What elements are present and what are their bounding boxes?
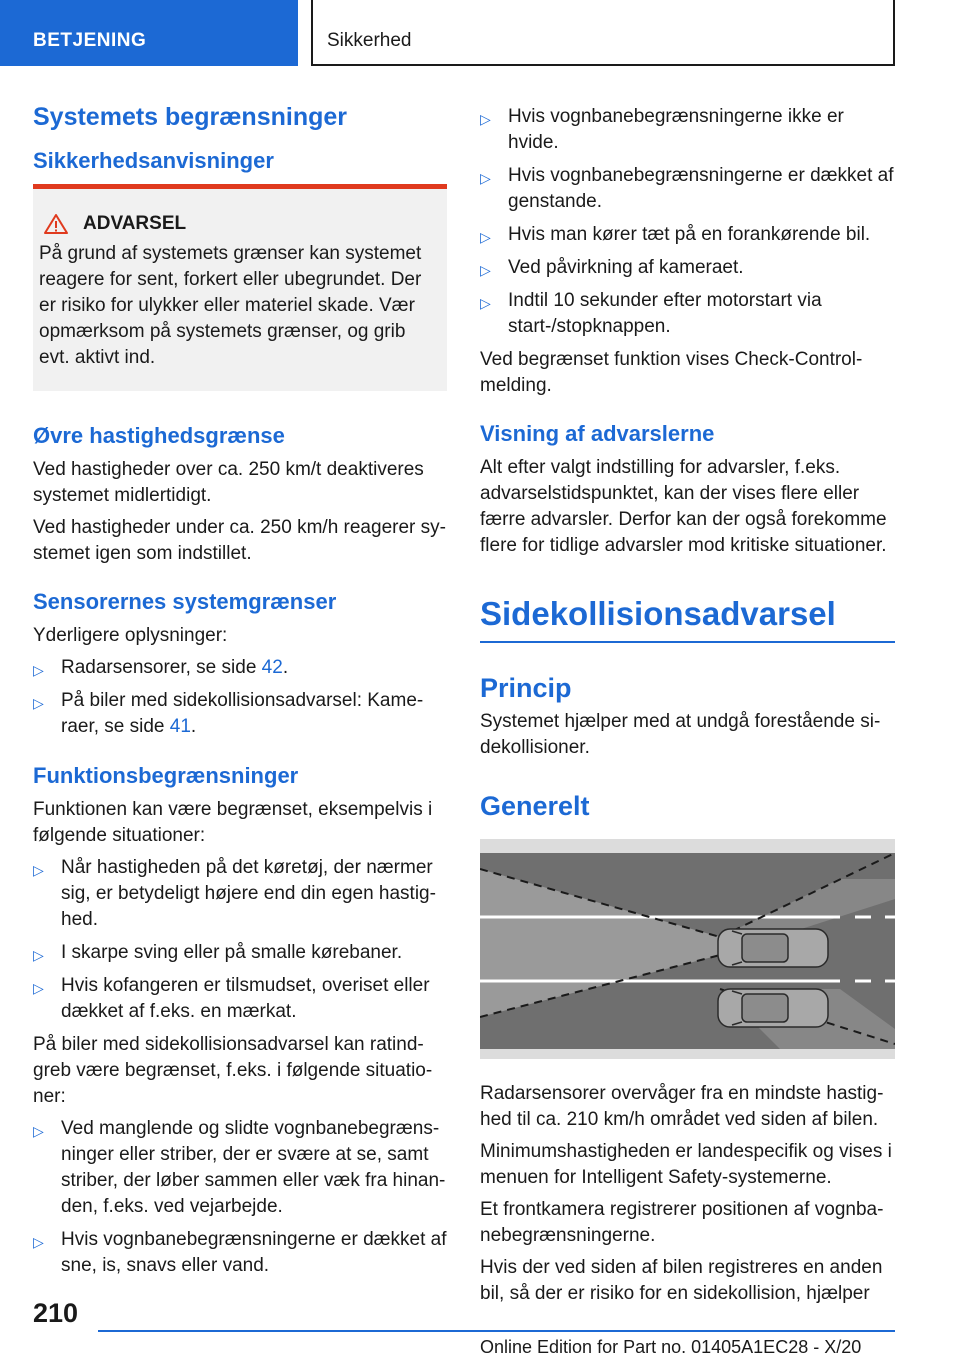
- triangle-bullet-icon: ▷: [480, 111, 491, 127]
- steering-list: [33, 1116, 447, 1279]
- list-item: ▷ Hvis kofangeren er tilsmudset, overiset eller dækket af f.eks. en mærkat.: [33, 975, 430, 1022]
- triangle-bullet-icon: ▷: [33, 947, 44, 963]
- general-paragraph-1: Radarsensorer overvåger fra en mindste hastighed til ca. 210 km/h området ved siden af bilen.: [480, 1083, 884, 1130]
- page-title: Systemets begrænsninger: [33, 103, 347, 131]
- section-heading-safety: Sikkerhedsanvisninger: [33, 148, 274, 173]
- warning-display-paragraph: Alt efter valgt indstilling for advarsler, f.eks. advarselstidspunktet, kan der vises flere eller færre advarsler. Derfor kan der også forekomme flere for tidlige advarsler mod kritiske situationer.: [480, 457, 887, 556]
- triangle-bullet-icon: ▷: [480, 262, 491, 278]
- footer-edition: Online Edition for Part no. 01405A1EC28 - X/20: [480, 1337, 862, 1357]
- page-link-41[interactable]: 41: [169, 716, 191, 737]
- list-item: ▷ Hvis vognbanebegrænsningerne er dækket af genstande.: [480, 165, 894, 212]
- speed-paragraph-2: Ved hastigheder under ca. 250 km/h reagerer systemet igen som indstillet.: [33, 517, 446, 564]
- list-item: ▷ Hvis man kører tæt på en forankørende bil.: [480, 222, 895, 248]
- triangle-bullet-icon: ▷: [33, 980, 44, 996]
- sensor-intro: Yderligere oplysninger:: [33, 625, 228, 646]
- header-subsection-tab: [311, 0, 895, 66]
- heading-general: Generelt: [480, 791, 590, 821]
- triangle-bullet-icon: ▷: [33, 695, 44, 711]
- warning-title: [39, 211, 433, 237]
- heading-speed-limit: Øvre hastighedsgrænse: [33, 423, 285, 448]
- triangle-bullet-icon: ▷: [33, 1123, 44, 1139]
- heading-warning-display: Visning af advarslerne: [480, 421, 715, 446]
- triangle-bullet-icon: ▷: [480, 295, 491, 311]
- triangle-bullet-icon: ▷: [480, 170, 491, 186]
- continued-list: [480, 104, 895, 340]
- general-paragraph-3: Et frontkamera registrerer positionen af vognbanebegrænsningerne.: [480, 1199, 884, 1246]
- check-control-paragraph: Ved begrænset funktion vises Check-Control-melding.: [480, 349, 863, 396]
- sensor-list: [33, 655, 447, 740]
- triangle-bullet-icon: ▷: [33, 1234, 44, 1250]
- heading-sensor-limits: Sensorernes systemgrænser: [33, 589, 337, 614]
- page-link-42[interactable]: 42: [261, 657, 283, 678]
- list-item: ▷ Hvis vognbanebegrænsningerne ikke er hvide.: [480, 106, 844, 153]
- list-item: ▷ Ved påvirkning af kameraet.: [480, 255, 895, 281]
- warning-label: ADVARSEL: [83, 213, 187, 234]
- left-column: [33, 100, 447, 1286]
- warning-text: På grund af systemets grænser kan systemet reagere for sent, forkert eller ubegrundet. Der er risiko for ulykker eller materiel skade. Vær opmærksom på systemets grænser, og grib evt. aktivt ind.: [39, 243, 422, 368]
- list-item: ▷ I skarpe sving eller på smalle kørebaner.: [33, 940, 447, 966]
- header-section-label: BETJENING: [33, 30, 147, 51]
- header-section-tab: [0, 0, 298, 66]
- function-intro: Funktionen kan være begrænset, eksempelvis i følgende situationer:: [33, 799, 433, 846]
- warning-box: [33, 184, 447, 391]
- page-number: 210: [33, 1298, 79, 1328]
- side-collision-illustration: [480, 839, 895, 1059]
- heading-function-limits: Funktionsbegrænsninger: [33, 763, 299, 788]
- car-icon: [718, 989, 828, 1027]
- header-subsection-label: Sikkerhed: [327, 30, 412, 51]
- chapter-heading-side-collision: Sidekollisionsadvarsel: [480, 593, 895, 643]
- heading-principle: Princip: [480, 673, 572, 703]
- triangle-bullet-icon: ▷: [33, 662, 44, 678]
- speed-paragraph-1: Ved hastigheder over ca. 250 km/t deaktiveres systemet midlertidigt.: [33, 459, 424, 506]
- triangle-bullet-icon: ▷: [33, 862, 44, 878]
- warning-triangle-icon: [43, 213, 69, 235]
- steering-paragraph: På biler med sidekollisionsadvarsel kan ratindgreb være begrænset, f.eks. i følgende situationer:: [33, 1034, 433, 1107]
- general-paragraph-2: Minimumshastigheden er landespecifik og vises i menuen for Intelligent Safety-systemerne.: [480, 1141, 892, 1188]
- list-item: ▷ Indtil 10 sekunder efter motorstart via start-/stopknappen.: [480, 290, 822, 337]
- car-icon: [718, 929, 828, 967]
- general-paragraph-4: Hvis der ved siden af bilen registreres en anden bil, så der er risiko for en sidekollision, hjælper: [480, 1257, 883, 1304]
- list-item: ▷ Hvis vognbanebegrænsningerne er dækket af sne, is, snavs eller vand.: [33, 1229, 447, 1276]
- list-item: ▷ Ved manglende og slidte vognbanebegrænsninger eller striber, der er svære at se, samt striber, der løber sammen eller væk fra hinanden, f.eks. ved vejarbejde.: [33, 1118, 446, 1217]
- list-item: ▷ Når hastigheden på det køretøj, der nærmer sig, er betydeligt højere end din egen hastighed.: [33, 857, 436, 930]
- footer-divider: [98, 1330, 895, 1332]
- list-item: ▷ På biler med sidekollisionsadvarsel: Kameraer, se side 41.: [33, 690, 424, 737]
- triangle-bullet-icon: ▷: [480, 229, 491, 245]
- list-item: ▷ Radarsensorer, se side 42.: [33, 655, 447, 681]
- function-list: [33, 855, 447, 1025]
- principle-paragraph: Systemet hjælper med at undgå forestående sidekollisioner.: [480, 711, 881, 758]
- right-column: [480, 100, 895, 1313]
